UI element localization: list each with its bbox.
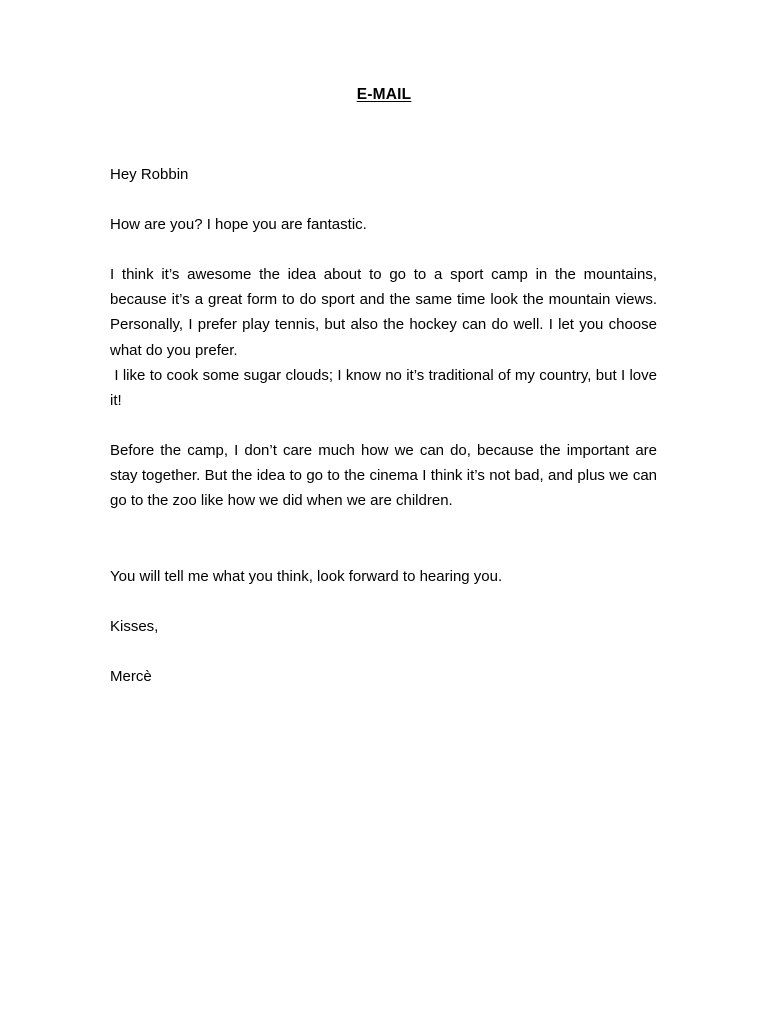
closing-text: You will tell me what you think, look forward to hearing you. [110, 568, 503, 585]
camp-text: I think it’s awesome the idea about to go to a sport camp in the mountains, because it’s a great form to do sport and the same time look the mountain views. Personally, I prefer play tennis, but also the hockey can do well. I let you choose what do you prefer. [110, 266, 657, 359]
opening-paragraph [110, 212, 657, 237]
plans-paragraph [110, 438, 657, 514]
greeting-text: Hey Robbin [110, 166, 189, 183]
signoff-text: Kisses, [110, 618, 159, 635]
signature-text: Mercè [110, 668, 152, 685]
document-title: E-MAIL [356, 86, 412, 103]
camp-paragraph [110, 262, 662, 413]
plans-text: Before the camp, I don’t care much how we can do, because the important are stay together. But the idea to go to the cinema I think it’s not bad, and plus we can go to the zoo like how we did when we are children. [110, 442, 657, 510]
signature [110, 664, 657, 689]
greeting [110, 162, 657, 187]
closing-paragraph [110, 564, 657, 589]
signoff [110, 614, 657, 639]
opening-text: How are you? I hope you are fantastic. [110, 216, 367, 233]
sugar-clouds-text: I like to cook some sugar clouds; I know no it’s traditional of my country, but I love it! [110, 366, 662, 410]
